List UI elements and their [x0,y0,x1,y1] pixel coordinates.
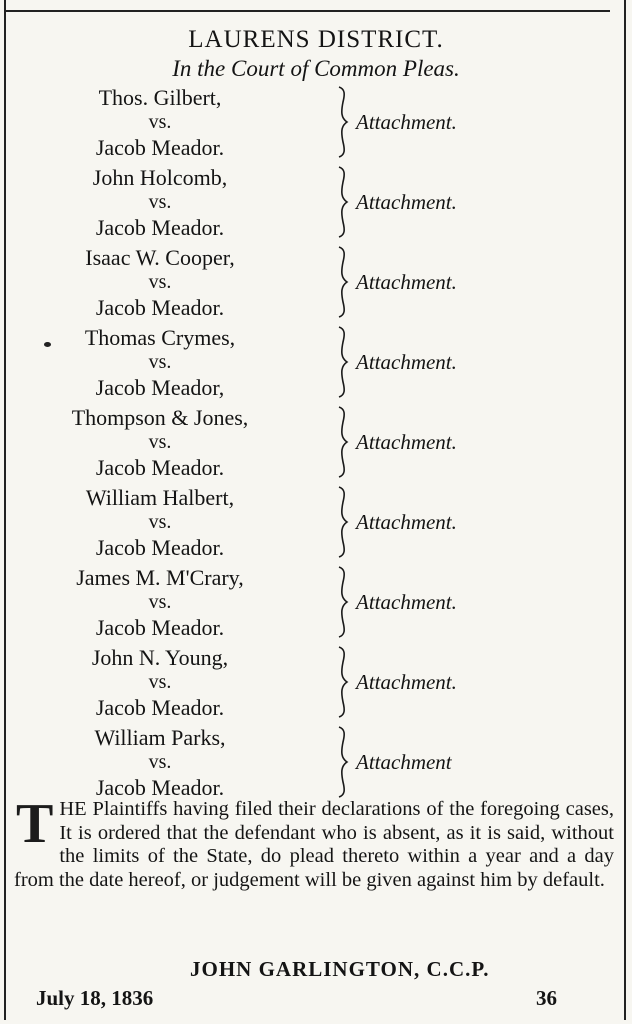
action-label: Attachment. [356,270,457,294]
plaintiff-name: Thos. Gilbert, [98,85,222,110]
defendant-name: Jacob Meador. [95,295,225,320]
case-entry [0,486,632,564]
versus-label: vs. [148,351,172,373]
defendant-name: Jacob Meador. [95,535,225,560]
action-label: Attachment. [356,670,457,694]
brace-icon [335,726,351,798]
defendant-name: Jacob Meador, [95,375,225,400]
ink-speck [44,342,51,347]
action-label: Attachment. [356,110,457,134]
plaintiff-name: William Halbert, [85,485,235,510]
versus-label: vs. [148,671,172,693]
issue-number: 36 [536,986,557,1010]
plaintiff-name: John Holcomb, [92,165,228,190]
brace-icon [335,566,351,638]
action-label: Attachment. [356,430,457,454]
notice-text: HE Plaintiffs having filed their declarations of the foregoing cases, It is ordered that the defendant who is absent, as it is said, without the limits of the State, do plead thereto within a year and a day from the date hereof, or judgement will be given against him by default. [14,798,614,891]
notice-date: July 18, 1836 [36,986,154,1010]
versus-label: vs. [148,431,172,453]
action-label: Attachment. [356,350,457,374]
versus-label: vs. [148,591,172,613]
brace-icon [335,166,351,238]
plaintiff-name: Thompson & Jones, [71,405,249,430]
district-heading: LAURENS DISTRICT. [188,26,444,53]
versus-label: vs. [148,191,172,213]
versus-label: vs. [148,111,172,133]
case-entry [0,166,632,244]
case-entry [0,566,632,644]
brace-icon [335,86,351,158]
versus-label: vs. [148,511,172,533]
action-label: Attachment [356,750,452,774]
versus-label: vs. [148,751,172,773]
brace-icon [335,326,351,398]
versus-label: vs. [148,271,172,293]
defendant-name: Jacob Meador. [95,455,225,480]
defendant-name: Jacob Meador. [95,775,225,800]
notice-paragraph [14,793,614,892]
court-subheading: In the Court of Common Pleas. [172,56,460,81]
brace-icon [335,406,351,478]
case-entry [0,86,632,164]
plaintiff-name: John N. Young, [91,645,229,670]
plaintiff-name: Isaac W. Cooper, [85,245,235,270]
clerk-signature: JOHN GARLINGTON, C.C.P. [190,957,490,981]
case-entry [0,406,632,484]
defendant-name: Jacob Meador. [95,615,225,640]
plaintiff-name: Thomas Crymes, [84,325,236,350]
case-entry [0,246,632,324]
drop-cap: T [16,793,54,855]
action-label: Attachment. [356,590,457,614]
plaintiff-name: William Parks, [94,725,226,750]
brace-icon [335,646,351,718]
case-entry [0,326,632,404]
brace-icon [335,486,351,558]
brace-icon [335,246,351,318]
case-entry [0,646,632,724]
action-label: Attachment. [356,190,457,214]
action-label: Attachment. [356,510,457,534]
defendant-name: Jacob Meador. [95,135,225,160]
case-entry [0,726,632,804]
defendant-name: Jacob Meador. [95,695,225,720]
top-rule [4,10,610,12]
defendant-name: Jacob Meador. [95,215,225,240]
plaintiff-name: James M. M'Crary, [76,565,244,590]
